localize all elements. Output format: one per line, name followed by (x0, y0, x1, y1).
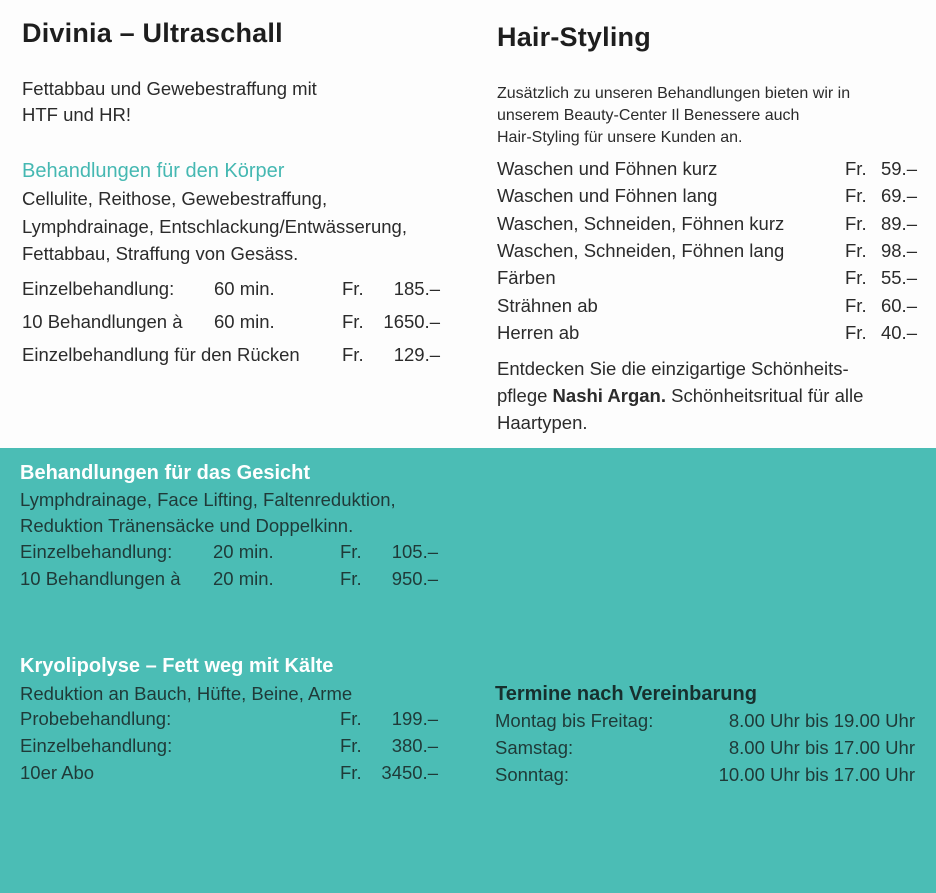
row-price: 1650.– (383, 311, 440, 332)
termine-hours: 8.00 Uhr bis 19.00 Uhr (728, 710, 915, 731)
gesicht-price-row (20, 568, 450, 594)
row-price: 40.– (880, 322, 917, 343)
hair-intro-line3: Hair-Styling für unsere Kunden an. (497, 129, 743, 146)
gesicht-price-row (20, 541, 450, 567)
koerper-heading: Behandlungen für den Körper (22, 160, 285, 182)
row-currency: Fr. (340, 708, 362, 729)
kryo-price-row (20, 735, 450, 761)
row-price: 59.– (880, 158, 917, 179)
row-currency: Fr. (845, 322, 867, 343)
row-label: Probebehandlung: (20, 708, 172, 729)
row-currency: Fr. (845, 185, 867, 206)
row-currency: Fr. (845, 213, 867, 234)
termine-day: Sonntag: (495, 764, 570, 785)
koerper-price-row (22, 278, 452, 304)
row-price: 69.– (880, 185, 917, 206)
row-currency: Fr. (845, 295, 867, 316)
row-price: 129.– (393, 344, 440, 365)
row-duration: 60 min. (214, 311, 275, 332)
row-currency: Fr. (340, 541, 362, 562)
row-label: Strähnen ab (497, 295, 598, 316)
hair-price-row (497, 240, 917, 266)
row-label: Waschen und Föhnen lang (497, 185, 718, 206)
termine-hours: 8.00 Uhr bis 17.00 Uhr (728, 737, 915, 758)
kryo-price-row (20, 708, 450, 734)
hair-intro-line1: Zusätzlich zu unseren Behandlungen bieten wir in (497, 85, 851, 102)
koerper-desc-line1: Cellulite, Reithose, Gewebestraffung, (22, 188, 328, 209)
hair-outro-line3: Haartypen. (497, 412, 588, 433)
row-price: 55.– (880, 267, 917, 288)
hair-title: Hair-Styling (497, 22, 651, 52)
termine-hours: 10.00 Uhr bis 17.00 Uhr (718, 764, 915, 785)
row-label: Waschen und Föhnen kurz (497, 158, 718, 179)
divinia-intro-line1: Fettabbau und Gewebestraffung mit (22, 78, 317, 99)
row-price: 98.– (880, 240, 917, 261)
termine-row (495, 764, 915, 790)
gesicht-heading: Behandlungen für das Gesicht (20, 462, 311, 484)
row-currency: Fr. (342, 278, 364, 299)
row-currency: Fr. (342, 311, 364, 332)
row-label: Herren ab (497, 322, 580, 343)
row-currency: Fr. (845, 240, 867, 261)
gesicht-desc-line2: Reduktion Tränensäcke und Doppelkinn. (20, 515, 354, 536)
outro-pre: pflege (497, 385, 553, 406)
row-price: 3450.– (381, 762, 438, 783)
hair-price-row (497, 213, 917, 239)
divinia-title: Divinia – Ultraschall (22, 18, 283, 48)
row-label: Einzelbehandlung: (22, 278, 175, 299)
kryo-heading: Kryolipolyse – Fett weg mit Kälte (20, 655, 334, 677)
row-currency: Fr. (340, 568, 362, 589)
row-currency: Fr. (342, 344, 364, 365)
hair-price-row (497, 322, 917, 348)
row-price: 185.– (393, 278, 440, 299)
hair-price-row (497, 158, 917, 184)
koerper-price-row (22, 311, 452, 337)
nashi-argan-brand: Nashi Argan. (552, 385, 666, 406)
row-currency: Fr. (340, 735, 362, 756)
gesicht-desc-line1: Lymphdrainage, Face Lifting, Faltenreduktion, (20, 489, 396, 510)
row-label: 10er Abo (20, 762, 95, 783)
termine-heading: Termine nach Vereinbarung (495, 683, 757, 705)
row-price: 380.– (391, 735, 438, 756)
hair-intro-line2: unserem Beauty-Center Il Benessere auch (497, 107, 800, 124)
row-label: 10 Behandlungen à (20, 568, 181, 589)
row-duration: 20 min. (213, 568, 274, 589)
row-label: Einzelbehandlung: (20, 735, 173, 756)
outro-post: Schönheitsritual für alle (665, 385, 864, 406)
row-price: 950.– (391, 568, 438, 589)
row-label: Waschen, Schneiden, Föhnen kurz (497, 213, 785, 234)
termine-row (495, 710, 915, 736)
divinia-intro-line2: HTF und HR! (22, 104, 131, 125)
row-price: 60.– (880, 295, 917, 316)
row-label: Einzelbehandlung für den Rücken (22, 344, 300, 365)
kryo-desc: Reduktion an Bauch, Hüfte, Beine, Arme (20, 683, 353, 704)
hair-price-row (497, 185, 917, 211)
kryo-price-row (20, 762, 450, 788)
koerper-desc-line3: Fettabbau, Straffung von Gesäss. (22, 243, 299, 264)
koerper-price-row (22, 344, 452, 370)
hair-price-row (497, 267, 917, 293)
row-label: 10 Behandlungen à (22, 311, 183, 332)
row-currency: Fr. (845, 267, 867, 288)
koerper-desc-line2: Lymphdrainage, Entschlackung/Entwässerung, (22, 216, 407, 237)
row-price: 89.– (880, 213, 917, 234)
hair-outro-line2 (497, 383, 863, 409)
hair-outro-line1: Entdecken Sie die einzigartige Schönheits- (497, 358, 849, 379)
row-price: 105.– (391, 541, 438, 562)
row-currency: Fr. (845, 158, 867, 179)
termine-day: Montag bis Freitag: (495, 710, 654, 731)
row-duration: 20 min. (213, 541, 274, 562)
termine-row (495, 737, 915, 763)
row-label: Färben (497, 267, 556, 288)
row-label: Waschen, Schneiden, Föhnen lang (497, 240, 785, 261)
row-price: 199.– (391, 708, 438, 729)
termine-day: Samstag: (495, 737, 574, 758)
row-currency: Fr. (340, 762, 362, 783)
hair-price-row (497, 295, 917, 321)
row-label: Einzelbehandlung: (20, 541, 173, 562)
row-duration: 60 min. (214, 278, 275, 299)
